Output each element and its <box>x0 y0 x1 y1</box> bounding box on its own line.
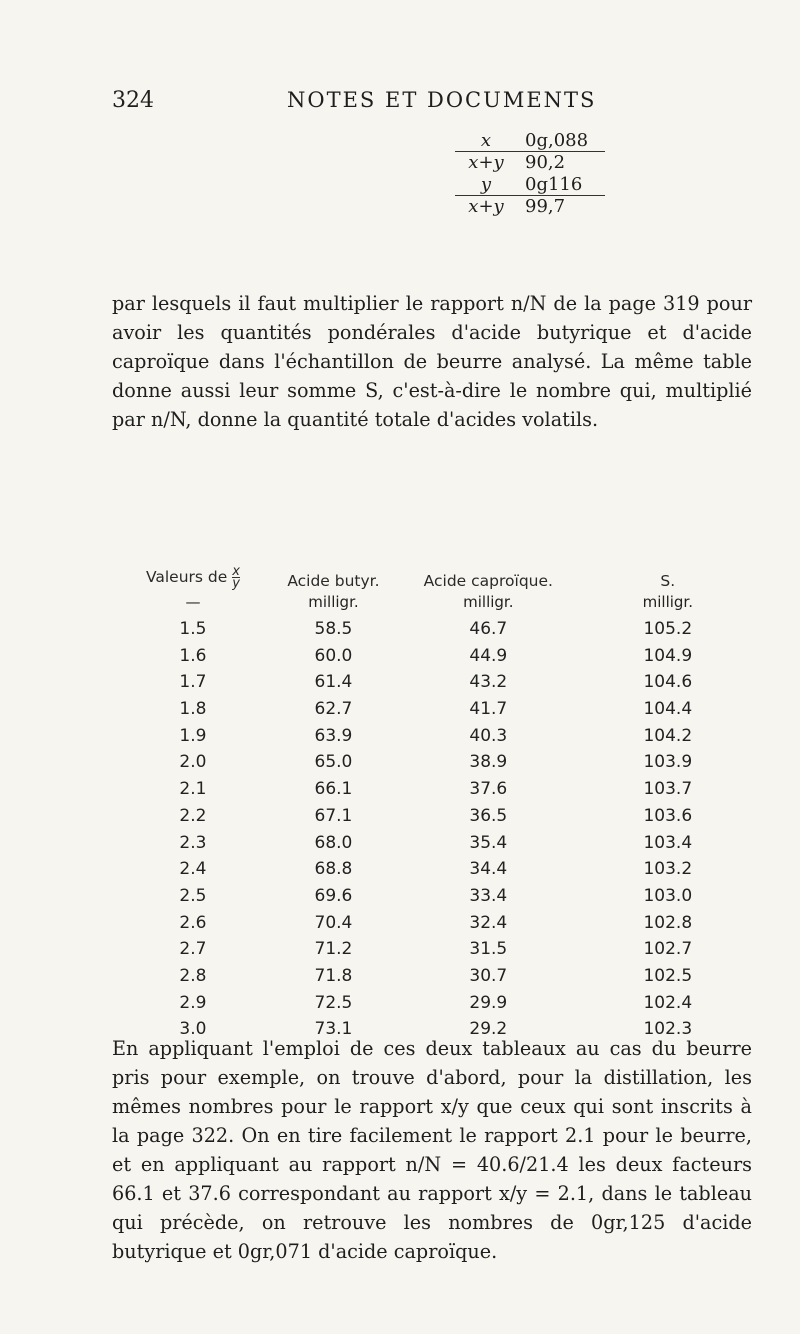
table-cell: 1.6 <box>179 645 207 666</box>
table-row <box>115 669 755 696</box>
table-cell: 43.2 <box>469 672 508 693</box>
table-cell: 2.4 <box>179 859 207 880</box>
table-cell: 68.0 <box>314 832 353 853</box>
paragraph-intro: par lesquels il faut multiplier le rapport n/N de la page 319 pour avoir les quantités pondérales d'acide butyrique et d'acide caproïque dans l'échantillon de beurre analysé. La même table donne aussi leur somme S, c'est-à-dire le nombre qui, multiplié par n/N, donne la quantité totale d'acides volatils. <box>112 292 752 432</box>
table-cell: 63.9 <box>314 725 353 746</box>
unit-cell: — <box>185 593 201 612</box>
table-cell: 37.6 <box>469 779 508 800</box>
unit-cell: milligr. <box>463 593 514 612</box>
table-cell: 29.2 <box>469 1019 508 1040</box>
table-cell: 44.9 <box>469 645 508 666</box>
table-cell: 65.0 <box>314 752 353 773</box>
table-cell: 67.1 <box>314 805 353 826</box>
unit-cell: milligr. <box>642 593 693 612</box>
header-sum: S. <box>660 572 676 590</box>
table-cell: 2.9 <box>179 992 207 1013</box>
table-cell: 38.9 <box>469 752 508 773</box>
table-cell: 104.2 <box>643 725 693 746</box>
table-cell: 3.0 <box>179 1019 207 1040</box>
table-row <box>115 856 755 883</box>
table-cell: 102.8 <box>643 912 693 933</box>
header-butyric: Acide butyr. <box>287 572 380 590</box>
table-cell: 31.5 <box>469 939 508 960</box>
xy-numerator: x <box>232 564 240 579</box>
table-cell: 70.4 <box>314 912 353 933</box>
table-row <box>115 883 755 910</box>
header-ratio-prefix: Valeurs de <box>145 568 228 586</box>
table-cell: 36.5 <box>469 805 508 826</box>
page-number: 324 <box>112 88 154 113</box>
table-cell: 103.4 <box>643 832 693 853</box>
fraction-value: 0g,088 <box>517 130 605 152</box>
table-cell: 103.0 <box>643 885 693 906</box>
table-row <box>115 909 755 936</box>
table-cell: 102.7 <box>643 939 693 960</box>
table-cell: 103.7 <box>643 779 693 800</box>
table-cell: 1.9 <box>179 725 207 746</box>
table-cell: 33.4 <box>469 885 508 906</box>
table-cell: 29.9 <box>469 992 508 1013</box>
table-cell: 104.4 <box>643 699 693 720</box>
table-cell: 35.4 <box>469 832 508 853</box>
xy-denominator: y <box>232 576 240 591</box>
fraction-y-numerator-row <box>455 174 715 196</box>
acid-table <box>115 545 755 1043</box>
units-row <box>115 589 755 616</box>
table-cell: 61.4 <box>314 672 353 693</box>
table-cell: 2.3 <box>179 832 207 853</box>
table-cell: 58.5 <box>314 619 353 640</box>
table-row <box>115 776 755 803</box>
fraction-y-denominator-row <box>455 196 715 218</box>
ratio-fractions <box>455 130 715 218</box>
table-cell: 72.5 <box>314 992 353 1013</box>
header-caproic: Acide caproïque. <box>423 572 553 590</box>
table-cell: 2.8 <box>179 965 207 986</box>
table-header-row <box>115 545 755 589</box>
table-cell: 34.4 <box>469 859 508 880</box>
table-cell: 73.1 <box>314 1019 353 1040</box>
table-cell: 68.8 <box>314 859 353 880</box>
running-head: NOTES ET DOCUMENTS <box>287 88 597 112</box>
table-cell: 32.4 <box>469 912 508 933</box>
table-row <box>115 829 755 856</box>
table-cell: 103.9 <box>643 752 693 773</box>
fraction-value: 90,2 <box>525 152 566 173</box>
table-row <box>115 642 755 669</box>
fraction-x-numerator-row <box>455 130 715 152</box>
table-cell: 102.4 <box>643 992 693 1013</box>
table-cell: 71.2 <box>314 939 353 960</box>
table-cell: 1.5 <box>179 619 207 640</box>
table-row <box>115 803 755 830</box>
table-cell: 2.2 <box>179 805 207 826</box>
fraction-value: 0g116 <box>517 174 605 196</box>
fraction-value: 99,7 <box>525 196 566 217</box>
xy-fraction <box>232 566 240 589</box>
table-cell: 69.6 <box>314 885 353 906</box>
table-cell: 30.7 <box>469 965 508 986</box>
table-cell: 1.8 <box>179 699 207 720</box>
table-cell: 2.7 <box>179 939 207 960</box>
table-cell: 71.8 <box>314 965 353 986</box>
table-cell: 104.6 <box>643 672 693 693</box>
table-cell: 40.3 <box>469 725 508 746</box>
table-cell: 2.0 <box>179 752 207 773</box>
fraction-symbol: x+y <box>468 152 504 173</box>
table-cell: 2.6 <box>179 912 207 933</box>
table-cell: 102.5 <box>643 965 693 986</box>
table-cell: 1.7 <box>179 672 207 693</box>
table-row <box>115 749 755 776</box>
table-cell: 103.6 <box>643 805 693 826</box>
table-cell: 104.9 <box>643 645 693 666</box>
fraction-symbol: x <box>455 130 517 152</box>
page-header <box>112 88 752 118</box>
table-cell: 41.7 <box>469 699 508 720</box>
table-cell: 62.7 <box>314 699 353 720</box>
table-cell: 2.5 <box>179 885 207 906</box>
paragraph-application: En appliquant l'emploi de ces deux tableaux au cas du beurre pris pour exemple, on trouve d'abord, pour la distillation, les mêmes nombres pour le rapport x/y que ceux qui sont inscrits à la page 322. On en tire facilement le rapport 2.1 pour le beurre, et en appliquant au rapport n/N = 40.6/21.4 les deux facteurs 66.1 et 37.6 correspondant au rapport x/y = 2.1, dans le tableau qui précède, on retrouve les nombres de 0gr,125 d'acide butyrique et 0gr,071 d'acide caproïque. <box>112 1037 752 1264</box>
header-ratio <box>115 545 271 589</box>
table-cell: 102.3 <box>643 1019 693 1040</box>
table-row <box>115 722 755 749</box>
table-cell: 60.0 <box>314 645 353 666</box>
table-cell: 105.2 <box>643 619 693 640</box>
table-cell: 66.1 <box>314 779 353 800</box>
fraction-symbol: y <box>455 174 517 196</box>
table-row <box>115 936 755 963</box>
table-row <box>115 696 755 723</box>
fraction-x-denominator-row <box>455 152 715 174</box>
fraction-symbol: x+y <box>468 196 504 217</box>
table-row <box>115 989 755 1016</box>
table-row <box>115 616 755 643</box>
unit-cell: milligr. <box>308 593 359 612</box>
table-cell: 103.2 <box>643 859 693 880</box>
table-cell: 46.7 <box>469 619 508 640</box>
table-cell: 2.1 <box>179 779 207 800</box>
table-row <box>115 963 755 990</box>
